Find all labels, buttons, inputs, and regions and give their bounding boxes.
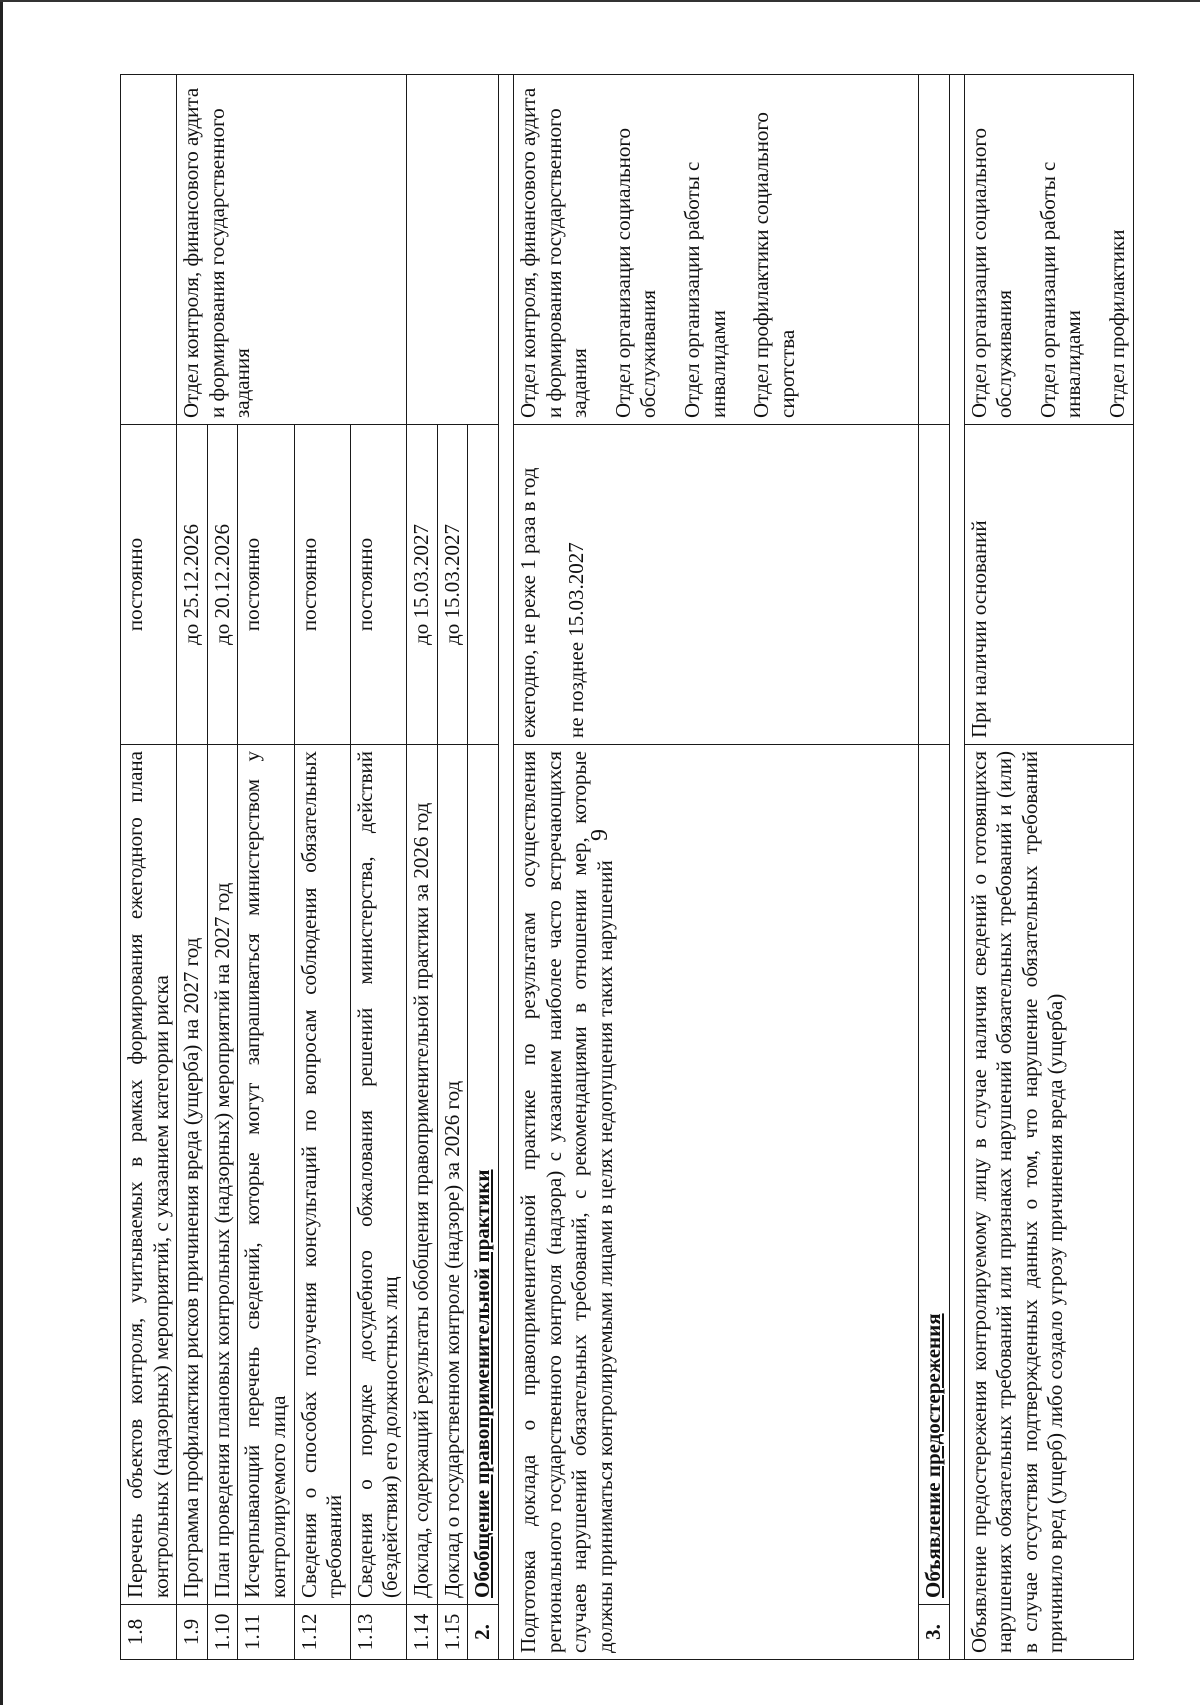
section3-responsible: [964, 75, 1133, 425]
row-description: Доклад, содержащий результаты обобщения правоприменительной практики за 2026 год: [407, 745, 438, 1605]
section2-description: Подготовка доклада о правоприменительной практике по результатам осуществления регионального государственного контроля (надзора) с указанием наиболее часто встречающихся случаев нарушений обязательных требований, с рекомендациями в отношении мер, которые должны приниматься контролируемыми лицами в целях недопущения таких нарушений: [513, 745, 918, 1660]
row-description: Перечень объектов контроля, учитываемых в рамках формирования ежегодного плана контрольных (надзорных) мероприятий, с указанием категории риска: [121, 745, 177, 1605]
row-number: 1.10: [207, 1605, 238, 1660]
row-number: 1.11: [238, 1605, 294, 1660]
row-description: Программа профилактики рисков причинения вреда (ущерба) на 2027 год: [177, 745, 208, 1605]
section2-deadline: [513, 425, 918, 745]
section3-description: Объявление предостережения контролируемому лицу в случае наличия сведений о готовящихся нарушениях обязательных требований или признаках нарушений обязательных требований и (или) в случае отсутствия подтвержденных данных о том, что нарушение обязательных требований причинило вред (ущерб) либо создало угрозу причинения вреда (ущерба): [964, 745, 1133, 1660]
responsible-department: Отдел организации социального обслуживания: [610, 128, 661, 418]
row-description: Исчерпывающий перечень сведений, которые могут запрашиваться министерством у контролируемого лица: [238, 745, 294, 1605]
row-description: Сведения о способах получения консультаций по вопросам соблюдения обязательных требований: [294, 745, 350, 1605]
section-title: Объявление предостережения: [918, 745, 949, 1605]
scan-left-edge: [0, 0, 3, 1705]
section-heading-empty: [918, 425, 949, 745]
group1-responsible: Отдел контроля, финансового аудита и формирования государственного задания: [177, 75, 407, 425]
row-deadline: постоянно: [294, 425, 350, 745]
responsible-department: Отдел организации социального обслуживания: [966, 128, 1017, 418]
row-number: 1.13: [350, 1605, 406, 1660]
row-number: 1.14: [407, 1605, 438, 1660]
table-row: [177, 75, 208, 1660]
section-number: 3.: [918, 1605, 949, 1660]
section-title: Обобщение правоприменительной практики: [468, 745, 499, 1605]
section2-responsible: [513, 75, 918, 425]
row-deadline: постоянно: [350, 425, 406, 745]
section3-deadline: При наличии оснований: [964, 425, 1133, 745]
table-row: [964, 75, 1133, 1660]
rotated-page: [120, 75, 1129, 1660]
scan-top-edge: [0, 0, 1200, 2]
responsible-department: Отдел организации работы с инвалидами: [1035, 161, 1086, 418]
prevention-plan-table: [120, 74, 1134, 1660]
table-row: [407, 75, 438, 1660]
row-number: 1.8: [121, 1605, 177, 1660]
row-description: План проведения плановых контрольных (надзорных) мероприятий на 2027 год: [207, 745, 238, 1605]
row-deadline: до 15.03.2027: [407, 425, 438, 745]
responsible-department: Отдел контроля, финансового аудита и формирования государственного задания: [515, 87, 592, 418]
section2-term-1: ежегодно, не реже 1 раза в год: [515, 467, 540, 738]
row-description: Сведения о порядке досудебного обжалования решений министерства, действий (бездействия) его должностных лиц: [350, 745, 406, 1605]
row-responsible: [407, 75, 499, 425]
row-number: 1.15: [437, 1605, 468, 1660]
table-row: [121, 75, 177, 1660]
spacer-row: [498, 75, 513, 1660]
row-deadline: до 20.12.2026: [207, 425, 238, 745]
row-number: 1.9: [177, 1605, 208, 1660]
row-deadline: постоянно: [121, 425, 177, 745]
row-number: 1.12: [294, 1605, 350, 1660]
section-number: 2.: [468, 1605, 499, 1660]
section-heading-row: [918, 75, 949, 1660]
responsible-department: Отдел профилактики социального сиротства: [749, 112, 799, 418]
responsible-department: Отдел организации работы с инвалидами: [679, 161, 730, 418]
row-deadline: постоянно: [238, 425, 294, 745]
table-row: [513, 75, 918, 1660]
row-responsible: [121, 75, 177, 425]
spacer-cell: [498, 75, 513, 1660]
spacer-cell: [949, 75, 964, 1660]
section2-term-2: не позднее 15.03.2027: [563, 542, 588, 738]
page-number: 9: [587, 829, 613, 841]
row-deadline: до 25.12.2026: [177, 425, 208, 745]
responsible-department: Отдел профилактики: [1104, 229, 1129, 418]
row-deadline: до 15.03.2027: [437, 425, 468, 745]
section-heading-empty: [918, 75, 949, 425]
row-description: Доклад о государственном контроле (надзоре) за 2026 год: [437, 745, 468, 1605]
section-heading-empty: [468, 425, 499, 745]
spacer-row: [949, 75, 964, 1660]
